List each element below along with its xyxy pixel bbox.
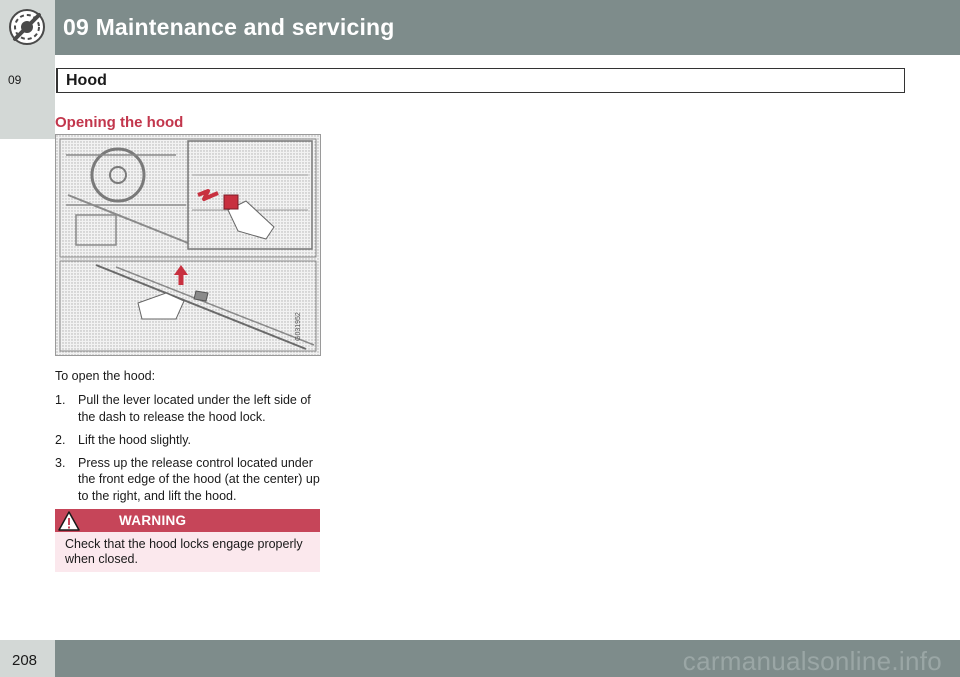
page-number-box — [0, 640, 55, 677]
step-text: Pull the lever located under the left side of the dash to release the hood lock. — [78, 393, 311, 424]
page-footer — [0, 640, 960, 677]
chapter-side-tab — [0, 55, 55, 139]
page-number: 208 — [12, 652, 38, 669]
chapter-title: 09 Maintenance and servicing — [63, 14, 395, 40]
watermark: carmanualsonline.info — [682, 646, 942, 676]
step-number: 2. — [55, 432, 66, 447]
warning-title: WARNING — [119, 513, 187, 528]
list-item — [55, 392, 325, 425]
illustration-drawing — [56, 135, 320, 355]
warning-header — [55, 509, 320, 532]
chapter-icon-box — [0, 0, 55, 55]
section-title: Hood — [66, 72, 107, 89]
step-text: Lift the hood slightly. — [78, 432, 192, 447]
warning-text: Check that the hood locks engage properly when closed. — [65, 537, 303, 566]
hood-release-illustration — [55, 134, 321, 356]
subheading: Opening the hood — [55, 114, 184, 131]
list-item — [55, 432, 325, 449]
step-number: 1. — [55, 393, 66, 407]
figure-code: G031952 — [295, 312, 302, 341]
section-heading-bar — [56, 68, 905, 93]
page-header — [0, 0, 960, 55]
wrench-gear-icon — [7, 7, 47, 47]
steps-list — [55, 392, 325, 511]
chapter-number: 09 — [8, 73, 22, 87]
warning-triangle-icon — [58, 511, 80, 531]
list-item — [55, 455, 325, 505]
step-number: 3. — [55, 455, 66, 470]
intro-text: To open the hood: — [55, 369, 156, 383]
step-text: Press up the release control located under the front edge of the hood (at the center) up to the right, and lift the hood. — [78, 455, 320, 503]
warning-box — [55, 509, 320, 572]
